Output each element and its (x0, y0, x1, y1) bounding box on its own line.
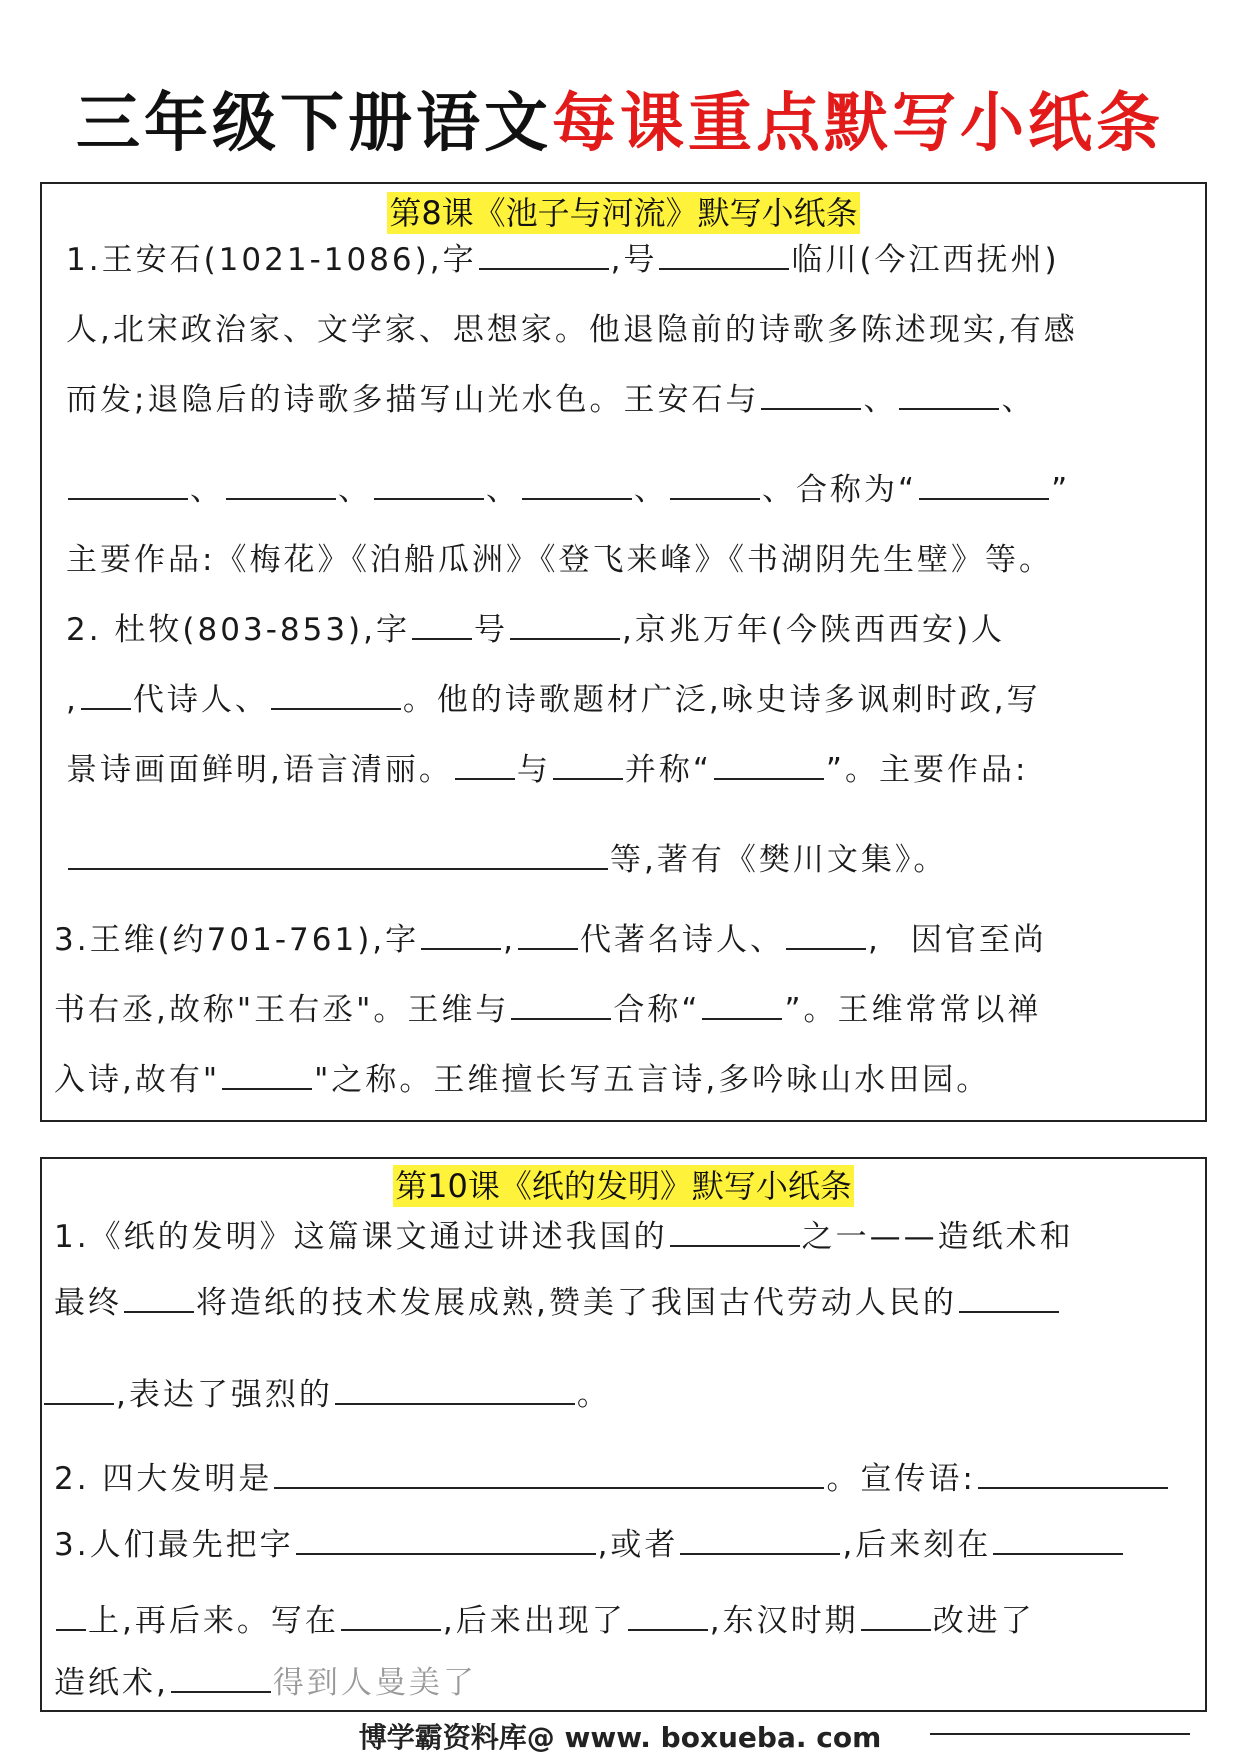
blank (959, 1281, 1059, 1313)
blank (702, 988, 782, 1020)
lesson8-line-12: 入诗,故有" "之称。王维擅长写五言诗,多吟咏山水田园。 (54, 1058, 990, 1102)
lesson10-line-5: 3.人们最先把字 ,或者 ,后来刻在 (54, 1523, 1125, 1567)
blank (511, 988, 611, 1020)
blank (861, 1599, 931, 1631)
lesson10-line-1: 1.《纸的发明》这篇课文通过讲述我国的 之一——造纸术和 (54, 1215, 1074, 1259)
blank (421, 918, 501, 950)
blank (68, 468, 188, 500)
lesson8-line-10: 3.王维(约701-761),字 , 代著名诗人、 , 因官至尚 (54, 918, 1047, 962)
blank (993, 1523, 1123, 1555)
lesson8-header: 第8课《池子与河流》默写小纸条 (389, 194, 858, 232)
lesson8-line-2: 人,北宋政治家、文学家、思想家。他退隐前的诗歌多陈述现实,有感 (66, 312, 1078, 348)
lesson10-line-2: 最终 将造纸的技术发展成熟,赞美了我国古代劳动人民的 (54, 1281, 1061, 1325)
blank (714, 748, 824, 780)
blank (978, 1457, 1168, 1489)
blank (761, 378, 861, 410)
lesson8-line-5: 主要作品:《梅花》《泊船瓜洲》《登飞来峰》《书湖阴先生壁》等。 (66, 542, 1053, 578)
blank (518, 918, 578, 950)
blank (412, 608, 472, 640)
blank (659, 238, 789, 270)
lesson10-line-7: 造纸术, 得到人曼美了 (54, 1661, 477, 1705)
blank (670, 468, 760, 500)
blank (222, 1058, 312, 1090)
blank (44, 1373, 114, 1405)
lesson8-line-11: 书右丞,故称"王右丞"。王维与 合称“ ”。王维常常以禅 (54, 988, 1042, 1032)
blank (274, 1457, 824, 1489)
lesson10-line-6: 上,再后来。写在 ,后来出现了 ,东汉时期 改进了 (54, 1599, 1035, 1643)
lesson8-card (40, 182, 1207, 1122)
blank (479, 238, 609, 270)
blank (899, 378, 999, 410)
lesson8-line-6: 2. 杜牧(803-853),字 号 ,京兆万年(今陕西西安)人 (66, 608, 1005, 652)
title-red: 每课重点默写小纸条 (552, 87, 1164, 161)
blank (455, 748, 515, 780)
blank (786, 918, 866, 950)
blank (341, 1599, 441, 1631)
lesson10-header: 第10课《纸的发明》默写小纸条 (395, 1167, 852, 1205)
blank (628, 1599, 708, 1631)
lesson8-line-9: 等,著有《樊川文集》。 (66, 838, 947, 882)
blank (919, 468, 1049, 500)
blank (670, 1215, 800, 1247)
lesson8-line-7: , 代诗人、 。他的诗歌题材广泛,咏史诗多讽刺时政,写 (66, 678, 1041, 722)
blank (335, 1373, 575, 1405)
lesson10-card (40, 1157, 1207, 1712)
blank (171, 1661, 271, 1693)
blank (81, 678, 131, 710)
blank (522, 468, 632, 500)
lesson8-line-8: 景诗画面鲜明,语言清丽。 与 并称“ ”。主要作品: (66, 748, 1028, 792)
blank (68, 838, 608, 870)
lesson10-line-4: 2. 四大发明是 。宣传语: (54, 1457, 1170, 1501)
blank (296, 1523, 596, 1555)
blank (226, 468, 336, 500)
lesson10-line-3: ,表达了强烈的 。 (42, 1373, 611, 1417)
blank (374, 468, 484, 500)
blank (680, 1523, 840, 1555)
blank (510, 608, 620, 640)
lesson8-line-4: 、 、 、 、 、合称为“ ” (66, 468, 1070, 512)
blank (553, 748, 623, 780)
page-title (0, 84, 1240, 164)
blank (271, 678, 401, 710)
watermark: 博学霸资料库@ www. boxueba. com (358, 1721, 882, 1754)
blank (124, 1281, 194, 1313)
watermark-rule (930, 1733, 1190, 1735)
title-black: 三年级下册语文 (76, 87, 552, 161)
blank (56, 1599, 86, 1631)
lesson8-line-1: 1.王安石(1021-1086),字 ,号 临川(今江西抚州) (66, 238, 1060, 282)
lesson8-line-3: 而发;退隐后的诗歌多描写山光水色。王安石与 、 、 (66, 378, 1035, 422)
